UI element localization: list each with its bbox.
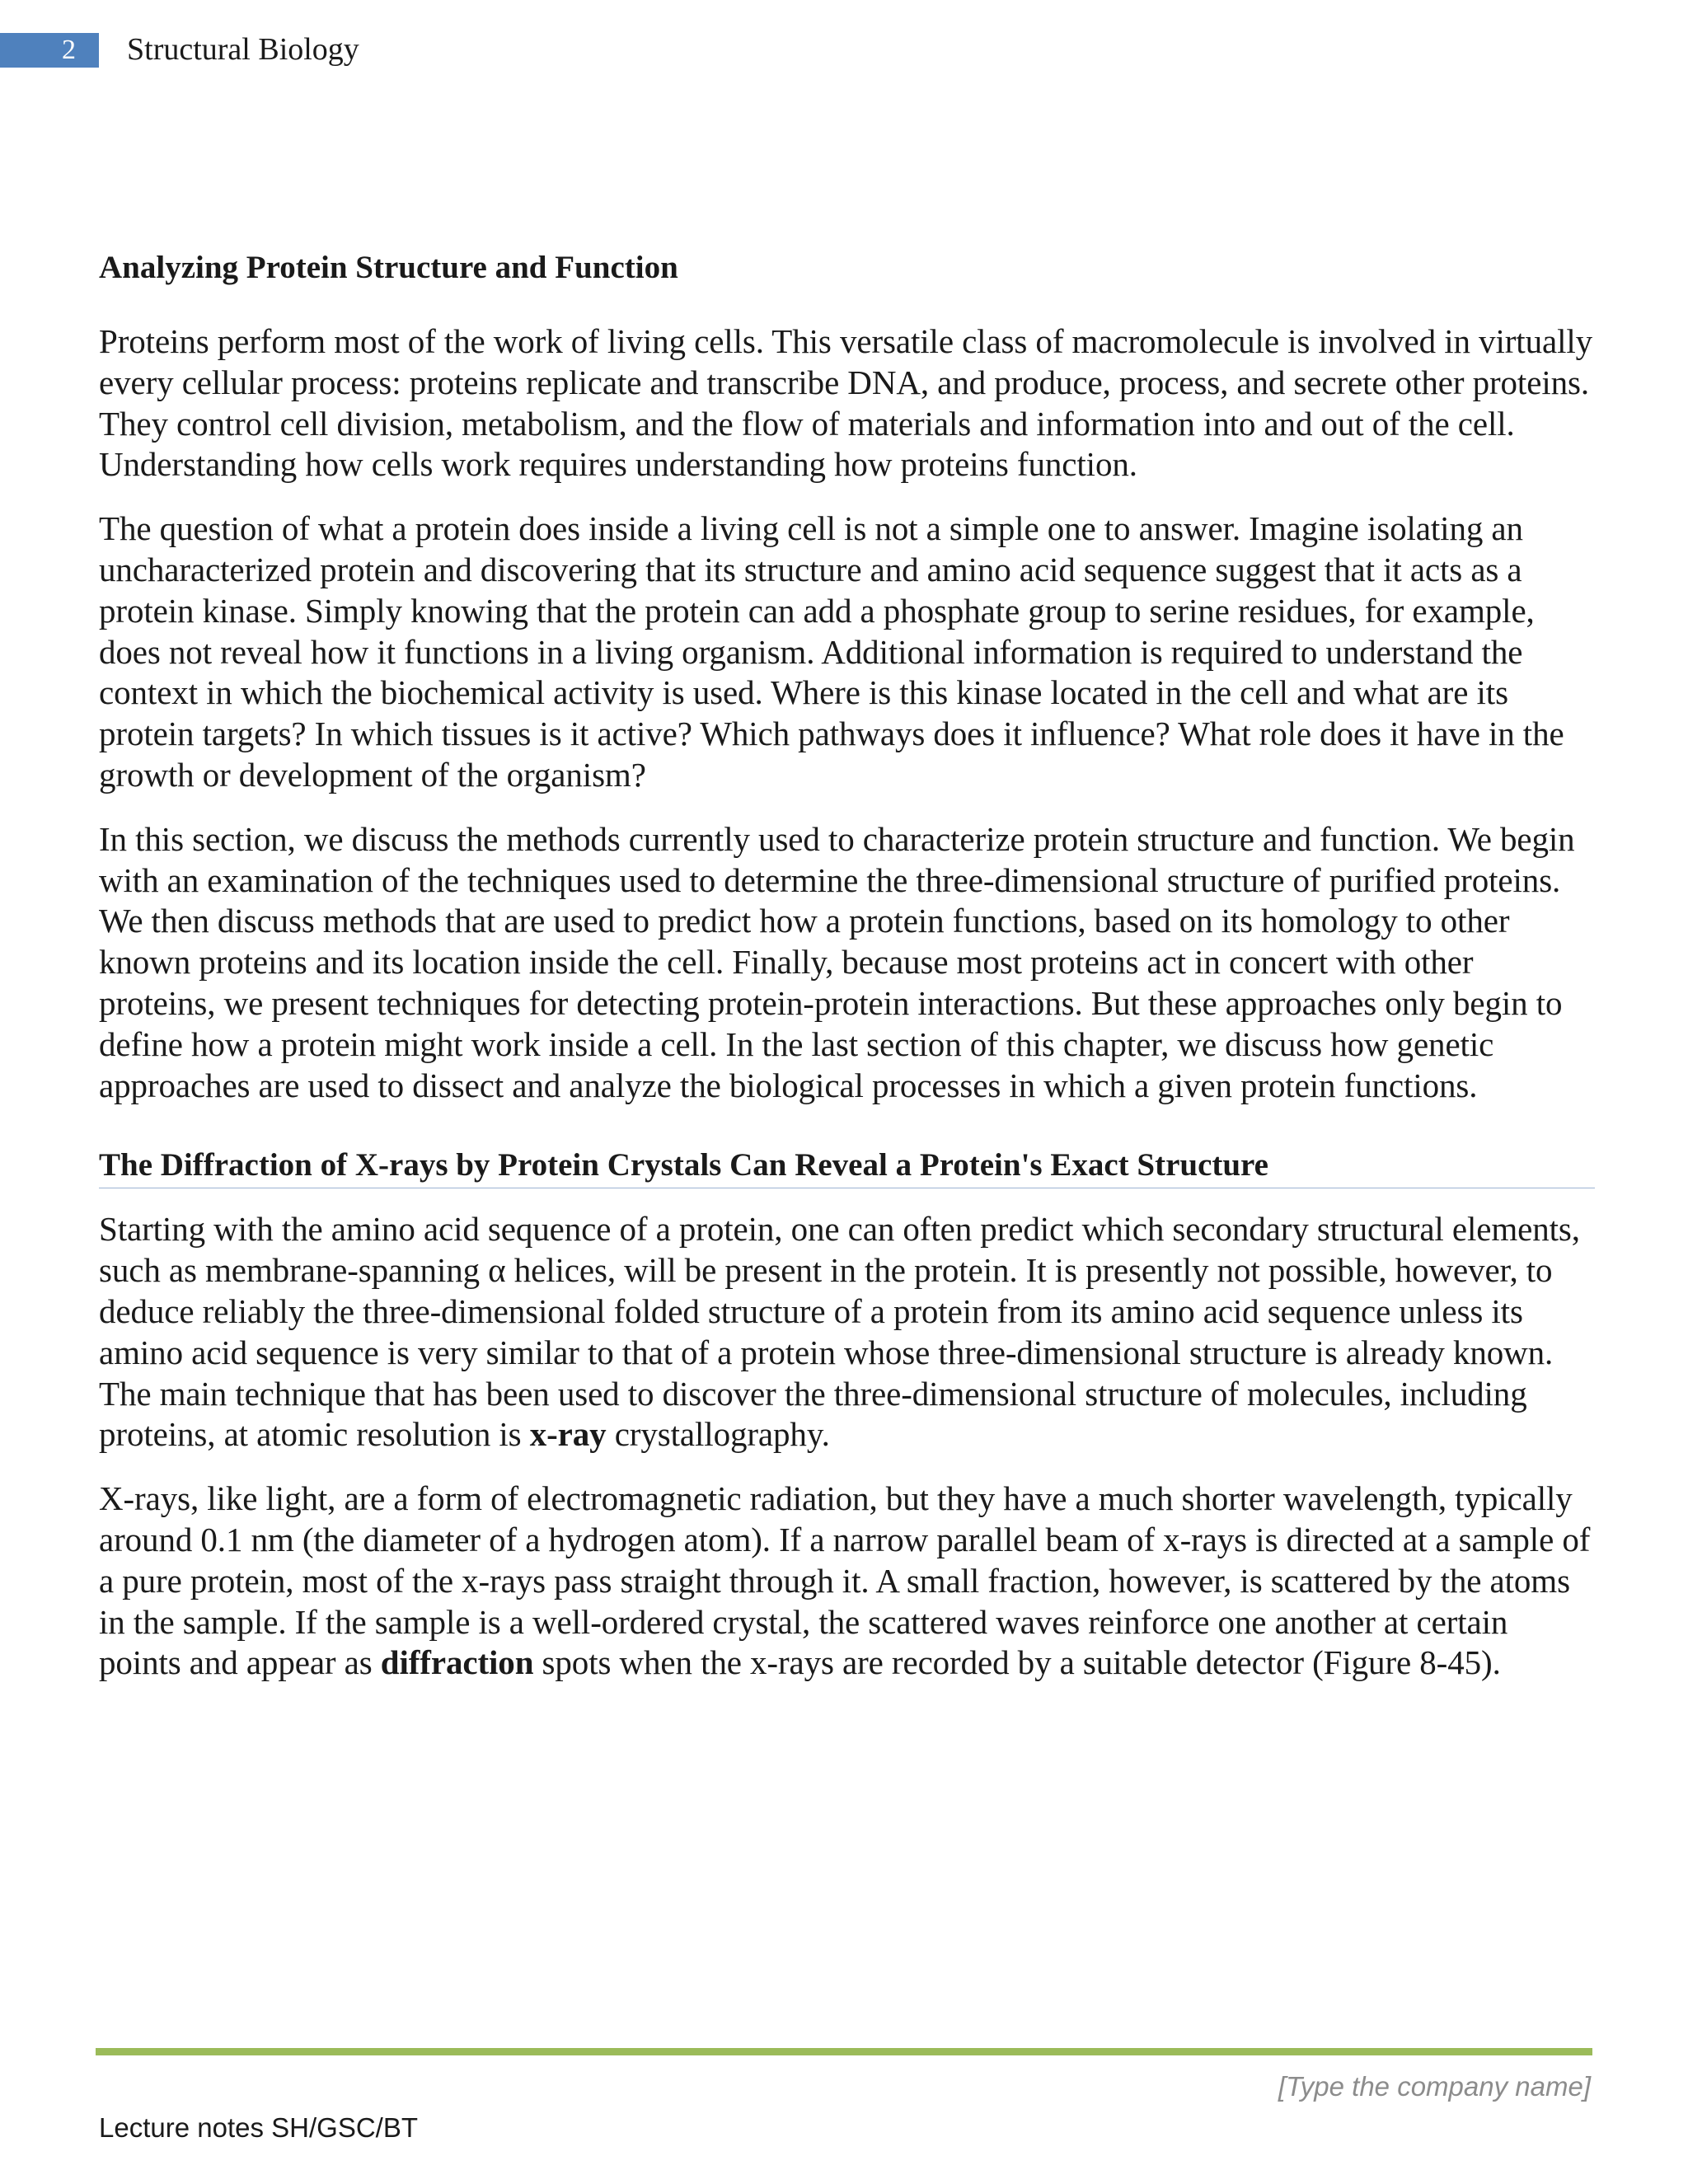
- paragraph-intro: Proteins perform most of the work of living cells. This versatile class of macromolecule is involved in virtually every cellular process: proteins replicate and transcribe DNA, and produce, process, and secrete other proteins. They control cell division, metabolism, and the flow of materials and information into and out of the cell. Understanding how cells work requires understanding how proteins function.: [99, 322, 1593, 484]
- subsection-title: The Diffraction of X-rays by Protein Crystals Can Reveal a Protein's Exact Structure: [99, 1145, 1595, 1188]
- paragraph-question: The question of what a protein does inside a living cell is not a simple one to answer. Imagine isolating an uncharacterized protein and discovering that its structure and amino acid sequence suggest that it acts as a protein kinase. Simply knowing that the protein can add a phosphate group to serine residues, for example, does not reveal how it functions in a living organism. Additional information is required to understand the context in which the biochemical activity is used. Where is this kinase located in the cell and what are its protein targets? In which tissues is it active? Which pathways does it influence? What role does it have in the growth or development of the organism?: [99, 509, 1564, 794]
- paragraph-tail: spots when the x-rays are recorded by a suitable detector (Figure 8-45).: [533, 1643, 1501, 1682]
- company-name-placeholder: [Type the company name]: [1278, 2071, 1591, 2102]
- term-diffraction: diffraction: [380, 1643, 534, 1682]
- paragraph-crystallography: [99, 1209, 1595, 1455]
- paragraph-tail: crystallography.: [606, 1415, 830, 1454]
- paragraph-text: Starting with the amino acid sequence of a protein, one can often predict which secondary structural elements, such as membrane-spanning α helices, will be present in the protein. It is presently not possible, however, to deduce reliably the three-dimensional folded structure of a protein from its amino acid sequence unless its amino acid sequence is very similar to that of a protein whose three-dimensional structure is already known. The main technique that has been used to discover the three-dimensional structure of molecules, including proteins, at atomic resolution is: [99, 1210, 1580, 1454]
- paragraph-xrays: [99, 1479, 1595, 1684]
- main-content: [99, 246, 1595, 1707]
- running-header-title: Structural Biology: [127, 32, 359, 67]
- paragraph-overview: In this section, we discuss the methods currently used to characterize protein structure and function. We begin with an examination of the techniques used to determine the three-dimensional structure of purified proteins. We then discuss methods that are used to predict how a protein functions, based on its homology to other known proteins and its location inside the cell. Finally, because most proteins act in concert with other proteins, we present techniques for detecting protein-protein interactions. But these approaches only begin to define how a protein might work inside a cell. In the last section of this chapter, we discuss how genetic approaches are used to dissect and analyze the biological processes in which a given protein functions.: [99, 819, 1575, 1104]
- section-title: Analyzing Protein Structure and Function: [99, 250, 678, 285]
- footer-notes: Lecture notes SH/GSC/BT: [99, 2112, 418, 2143]
- page-number: 2: [0, 33, 99, 68]
- footer-divider: [96, 2048, 1592, 2055]
- term-x-ray: x-ray: [529, 1415, 607, 1454]
- paragraph-text: X-rays, like light, are a form of electromagnetic radiation, but they have a much shorter wavelength, typically around 0.1 nm (the diameter of a hydrogen atom). If a narrow parallel beam of x-rays is directed at a sample of a pure protein, most of the x-rays pass straight through it. A small fraction, however, is scattered by the atoms in the sample. If the sample is a well-ordered crystal, the scattered waves reinforce one another at certain points and appear as: [99, 1479, 1591, 1682]
